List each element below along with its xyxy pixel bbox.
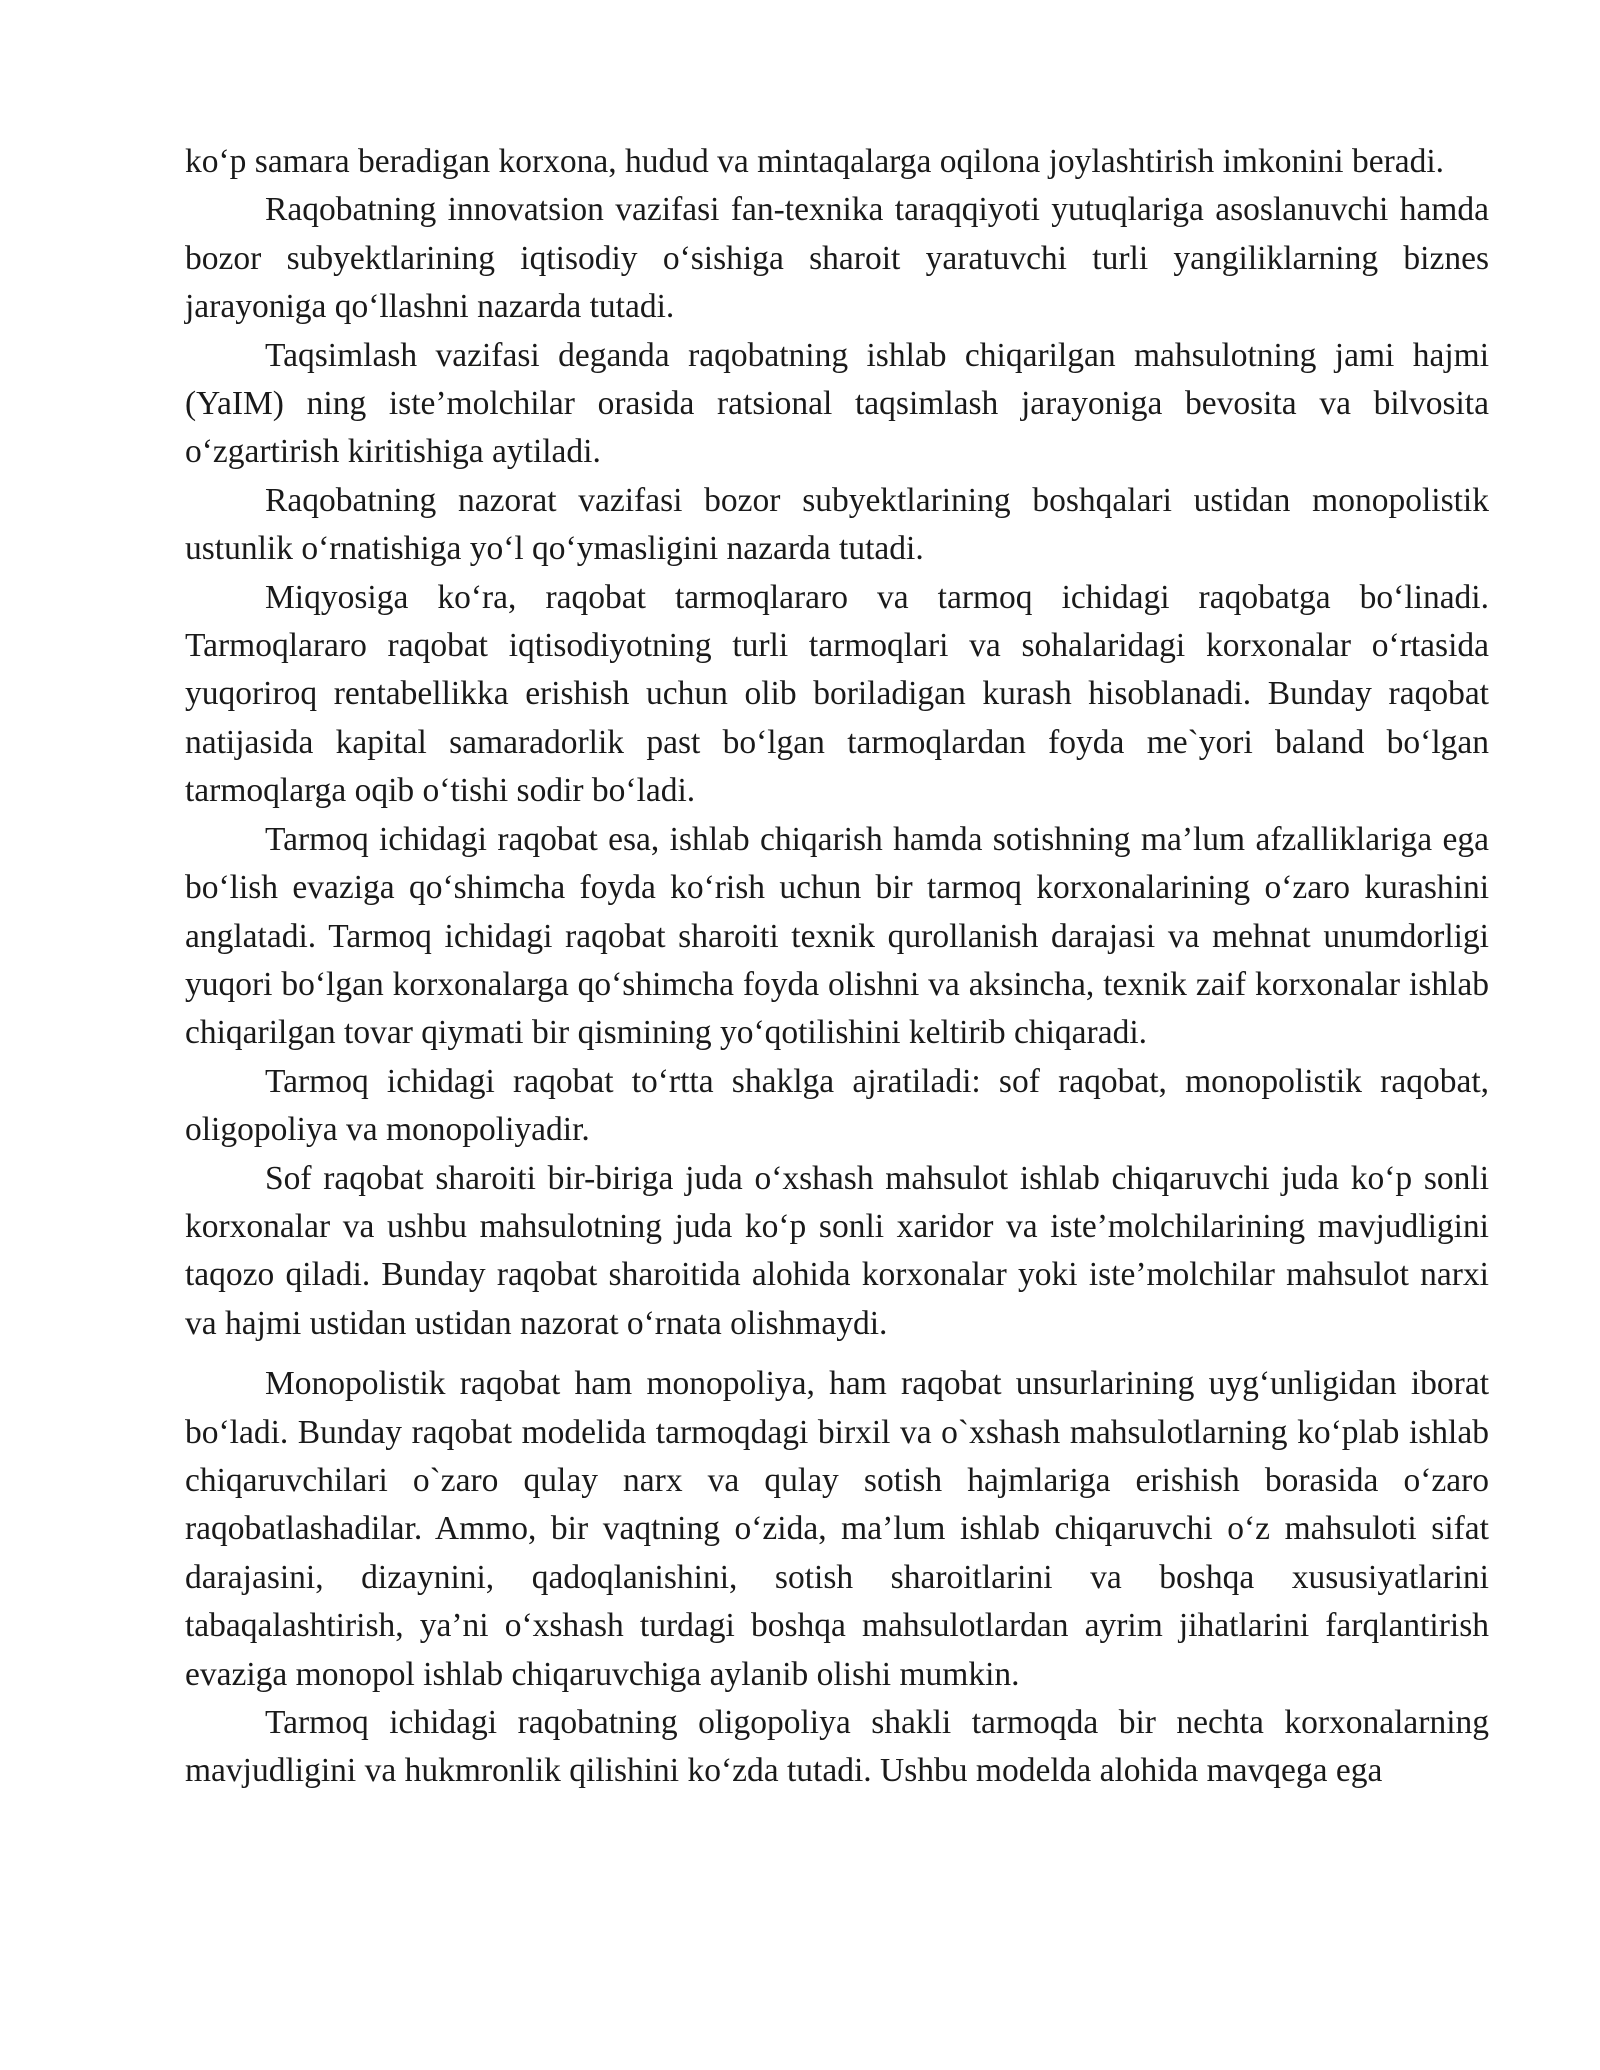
paragraph-control-function: Raqobatning nazorat vazifasi bozor subyektlarining boshqalari ustidan monopolistik ustunlik o‘rnatishiga yo‘l qo‘ymasligini nazarda tutadi. <box>185 481 1489 568</box>
paragraph-oligopoly: Tarmoq ichidagi raqobatning oligopoliya shakli tarmoqda bir nechta korxonalarning mavjudligini va hukmronlik qilishini ko‘zda tutadi. Ushbu modelda alohida mavqega ega <box>185 1704 1489 1790</box>
paragraph-pure-competition: Sof raqobat sharoiti bir-biriga juda o‘xshash mahsulot ishlab chiqaruvchi juda ko‘p sonli korxonalar va ushbu mahsulotning juda ko‘p sonli xaridor va iste’molchilarining mavjudligini taqozo qiladi. Bunday raqobat sharoitida alohida korxonalar yoki iste’molchilar mahsulot narxi va hajmi ustidan ustidan nazorat o‘rnata olishmaydi. <box>185 1159 1489 1342</box>
paragraph-four-forms: Tarmoq ichidagi raqobat to‘rtta shaklga ajratiladi: sof raqobat, monopolistik raqobat, oligopoliya va monopoliyadir. <box>185 1062 1489 1149</box>
paragraph-continued: ko‘p samara beradigan korxona, hudud va mintaqalarga oqilona joylashtirish imkonini beradi. <box>185 143 1445 180</box>
paragraph-scale-classification: Miqyosiga ko‘ra, raqobat tarmoqlararo va tarmoq ichidagi raqobatga bo‘linadi. Tarmoqlararo raqobat iqtisodiyotning turli tarmoqlari va sohalaridagi korxonalar o‘rtasida yuqoriroq rentabellikka erishish uchun olib boriladigan kurash hisoblanadi. Bunday raqobat natijasida kapital samaradorlik past bo‘lgan tarmoqlardan foyda me`yori baland bo‘lgan tarmoqlarga oqib o‘tishi sodir bo‘ladi. <box>185 578 1489 810</box>
paragraph-intra-industry-competition: Tarmoq ichidagi raqobat esa, ishlab chiqarish hamda sotishning ma’lum afzalliklariga ega bo‘lish evaziga qo‘shimcha foyda ko‘rish uchun bir tarmoq korxonalarining o‘zaro kurashini anglatadi. Tarmoq ichidagi raqobat sharoiti texnik qurollanish darajasi va mehnat unumdorligi yuqori bo‘lgan korxonalarga qo‘shimcha foyda olishni va aksincha, texnik zaif korxonalar ishlab chiqarilgan tovar qiymati bir qismining yo‘qotilishini keltirib chiqaradi. <box>185 820 1489 1052</box>
paragraph-innovative-function: Raqobatning innovatsion vazifasi fan-texnika taraqqiyoti yutuqlariga asoslanuvchi hamda bozor subyektlarining iqtisodiy o‘sishiga sharoit yaratuvchi turli yangiliklarning biznes jarayoniga qo‘llashni nazarda tutadi. <box>185 191 1489 326</box>
paragraph-distribution-function: Taqsimlash vazifasi deganda raqobatning ishlab chiqarilgan mahsulotning jami hajmi (YaIM) ning iste’molchilar orasida ratsional taqsimlash jarayoniga bevosita va bilvosita o‘zgartirish kiritishiga aytiladi. <box>185 336 1489 471</box>
paragraph-monopolistic-competition: Monopolistik raqobat ham monopoliya, ham raqobat unsurlarining uyg‘unligidan iborat bo‘ladi. Bunday raqobat modelida tarmoqdagi birxil va o`xshash mahsulotlarning ko‘plab ishlab chiqaruvchilari o`zaro qulay narx va qulay sotish hajmlariga erishish borasida o‘zaro raqobatlashadilar. Ammo, bir vaqtning o‘zida, ma’lum ishlab chiqaruvchi o‘z mahsuloti sifat darajasini, dizaynini, qadoqlanishini, sotish sharoitlarini va boshqa xususiyatlarini tabaqalashtirish, ya’ni o‘xshash turdagi boshqa mahsulotlardan ayrim jihatlarini farqlantirish evaziga monopol ishlab chiqaruvchiga aylanib olishi mumkin. <box>185 1365 1489 1693</box>
document-page <box>185 138 1489 1796</box>
